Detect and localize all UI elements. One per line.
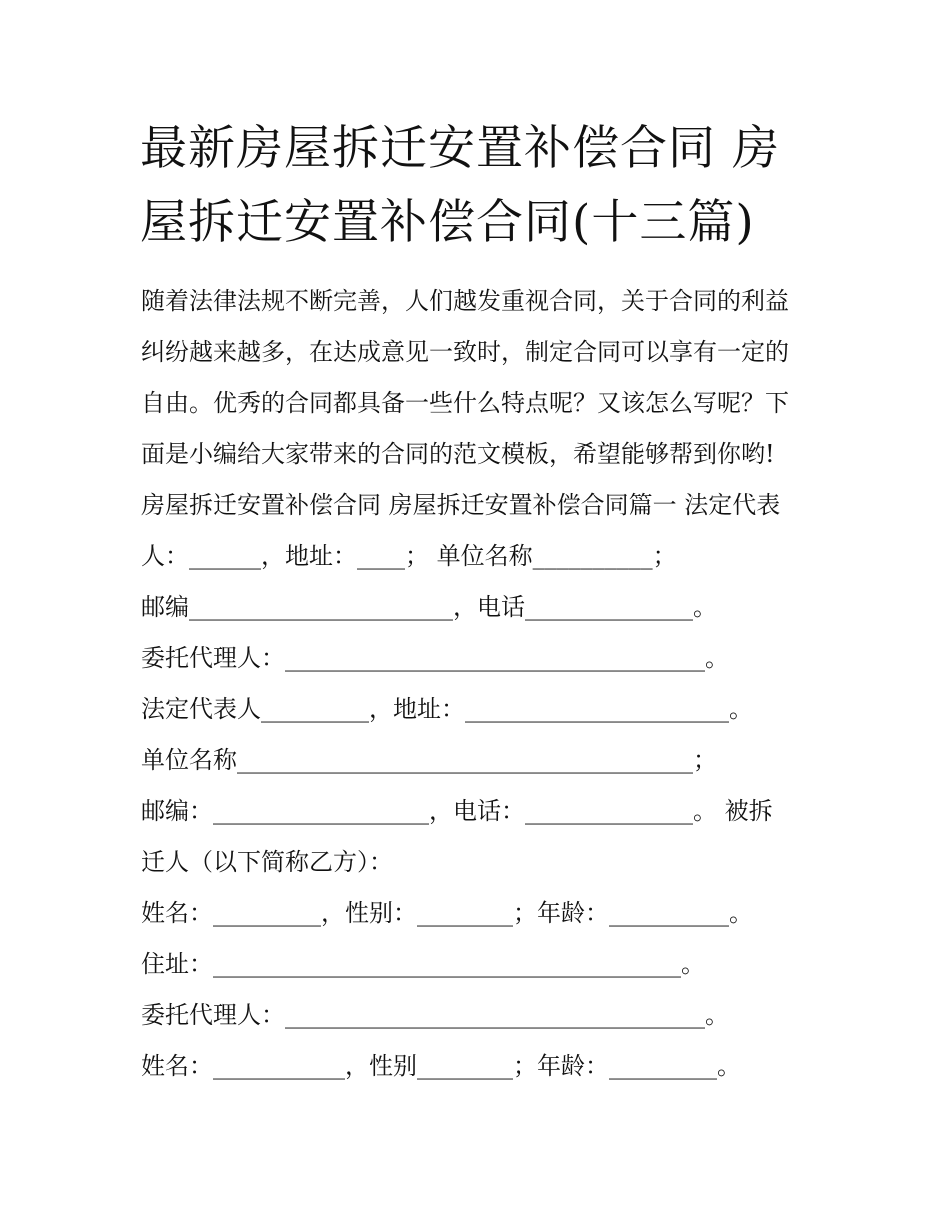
body-line: 邮编：__________________，电话：______________。 被拆 [141,797,773,825]
body-line: 随着法律法规不断完善，人们越发重视合同，关于合同的利益 [141,287,789,315]
document-title [140,112,820,260]
body-line: 迁人（以下简称乙方）： [141,848,393,876]
body-line: 住址：_______________________________________。 [141,950,705,978]
body-line: 姓名：_________，性别：________；年龄：__________。 [141,899,753,927]
body-line: 邮编______________________，电话______________。 [141,593,717,621]
body-line: 纠纷越来越多，在达成意见一致时，制定合同可以享有一定的 [141,338,789,366]
body-line: 人：______，地址：____； 单位名称__________； [141,542,677,570]
body-line: 自由。优秀的合同都具备一些什么特点呢？又该怎么写呢？下 [141,389,789,417]
body-line: 面是小编给大家带来的合同的范文模板，希望能够帮到你哟! [141,440,775,468]
body-line: 委托代理人：___________________________________。 [141,644,729,672]
body-line: 房屋拆迁安置补偿合同 房屋拆迁安置补偿合同篇一 法定代表 [141,491,781,519]
body-line: 法定代表人_________，地址：______________________。 [141,695,753,723]
title-line: 最新房屋拆迁安置补偿合同 房 [140,121,780,176]
body-line: 单位名称______________________________________； [141,746,717,774]
title-line: 屋拆迁安置补偿合同(十三篇) [140,195,755,250]
body-line: 姓名：___________，性别________；年龄：_________。 [141,1052,741,1080]
body-line: 委托代理人：___________________________________。 [141,1001,729,1029]
document-body [141,279,821,1095]
